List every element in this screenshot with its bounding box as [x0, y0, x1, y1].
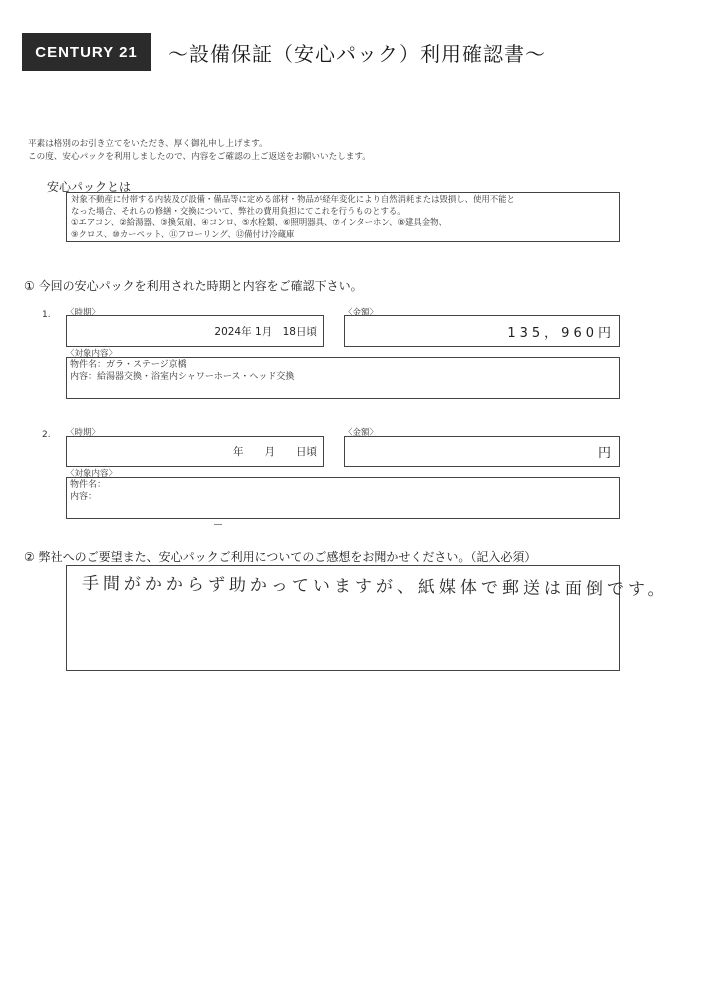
century21-logo — [22, 33, 151, 71]
entry1-amount-label: 〈金額〉 — [344, 308, 379, 318]
pack-line-4: ⑨クロス、⑩カーペット、⑪フローリング、⑫備付け冷蔵庫 — [71, 228, 295, 239]
entry1-target-field[interactable] — [66, 357, 620, 399]
entry2-amount-field[interactable] — [344, 436, 620, 467]
handwritten-feedback: 手間がかからず助かっていますが、紙媒体で郵送は面倒です。 — [81, 573, 669, 601]
entry1-period-value: 2024年 1月 18日頃 — [214, 326, 317, 338]
pack-line-1: 対象不動産に付帯する内装及び設備・備品等に定める部材・物品が経年変化により自然消耗または毀損し、使用不能と — [71, 194, 515, 204]
entry1-property-line: 物件名：ガラ・ステージ京橋 — [70, 360, 187, 370]
anshin-pack-label: 安心パックとは — [47, 180, 132, 194]
document-title: ～設備保証（安心パック）利用確認書～ — [168, 42, 546, 66]
entry1-amount-field[interactable] — [344, 315, 620, 347]
entry1-amount-value: 135，960円 — [507, 326, 615, 341]
entry2-target-label: 〈対象内容〉 — [66, 469, 118, 479]
entry1-period-label: 〈時期〉 — [66, 308, 101, 318]
entry2-period-field[interactable] — [66, 436, 324, 467]
logo-text: CENTURY 21 — [35, 43, 138, 61]
entry2-period-value: 年 月 日頃 — [233, 446, 317, 458]
section2-heading: ② 弊社へのご要望また、安心パックご利用についてのご感想をお聞かせください。（記入必須） — [24, 550, 537, 564]
entry2-content-line: 内容： — [70, 492, 98, 502]
entry2-amount-label: 〈金額〉 — [344, 428, 379, 438]
entry1-target-label: 〈対象内容〉 — [66, 349, 118, 359]
stray-mark — [214, 524, 222, 525]
anshin-pack-description — [66, 192, 620, 242]
entry2-period-label: 〈時期〉 — [66, 428, 101, 438]
entry2-property-line: 物件名： — [70, 480, 107, 490]
entry1-period-field[interactable] — [66, 315, 324, 347]
section1-heading: ① 今回の安心パックを利用された時期と内容をご確認下さい。 — [24, 279, 363, 293]
entry1-number: 1. — [42, 310, 51, 320]
greeting-line-2: この度、安心パックを利用しましたので、内容をご確認の上ご返送をお願いいたします。 — [28, 152, 371, 162]
entry2-number: 2. — [42, 430, 51, 440]
greeting-line-1: 平素は格別のお引き立てをいただき、厚く御礼申し上げます。 — [28, 139, 268, 149]
entry1-content-line: 内容：給湯器交換・浴室内シャワーホース・ヘッド交換 — [70, 372, 295, 382]
entry2-amount-value: 円 — [597, 446, 615, 461]
pack-line-3: ①エアコン、②給湯器、③換気扇、④コンロ、⑤水栓類、⑥照明器具、⑦インターホン、⑧建具金物、 — [71, 217, 447, 227]
pack-line-2: なった場合、それらの修繕・交換について、弊社の費用負担にてこれを行うものとする。 — [71, 205, 406, 216]
greeting — [28, 138, 668, 164]
entry2-target-field[interactable] — [66, 477, 620, 519]
